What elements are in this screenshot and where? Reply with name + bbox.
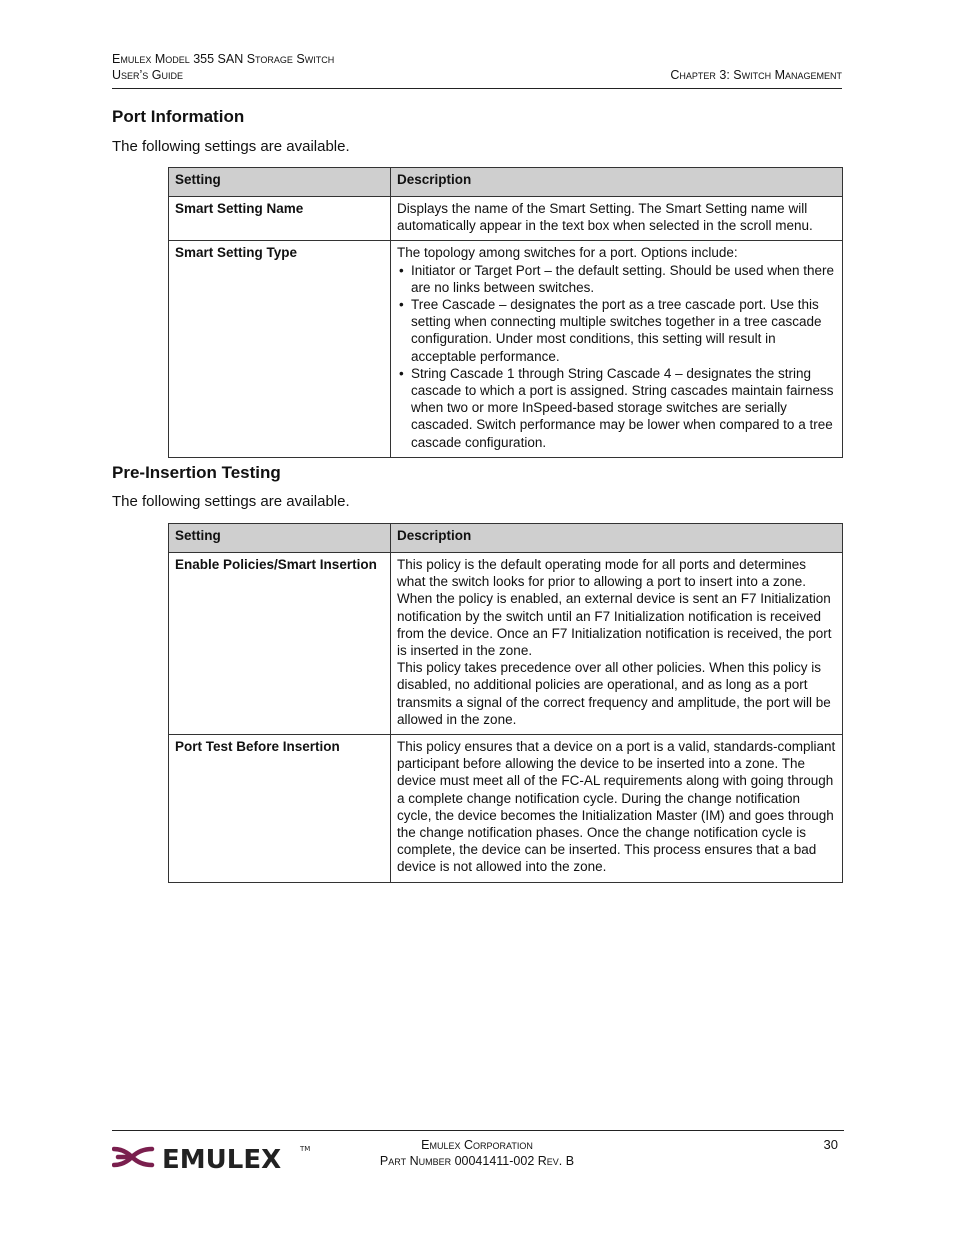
table-header-row xyxy=(169,524,843,553)
header-chapter: Chapter 3: Switch Management xyxy=(670,68,842,82)
table-row xyxy=(169,197,843,241)
setting-name: Smart Setting Name xyxy=(169,197,391,241)
page-number: 30 xyxy=(823,1137,838,1152)
table-row xyxy=(169,553,843,735)
running-footer xyxy=(112,1130,844,1181)
list-item: • Initiator or Target Port – the default setting. Should be used when there are no links between switches. xyxy=(397,262,836,296)
footer-company: Emulex Corporation xyxy=(421,1138,533,1152)
table-row xyxy=(169,735,843,883)
setting-description xyxy=(391,553,843,735)
footer-publisher-info xyxy=(342,1137,612,1169)
column-header-setting: Setting xyxy=(169,524,391,553)
table-row xyxy=(169,241,843,457)
running-header xyxy=(112,51,842,89)
logo-wordmark: EMULEX xyxy=(162,1145,282,1175)
column-header-description: Description xyxy=(391,524,843,553)
list-item: • String Cascade 1 through String Cascade 4 – designates the string cascade to which a port is assigned. String cascades maintain fairness when two or more InSpeed-based storage switches are serially cascaded. Switch performance may be lower when compared to a tree cascade configuration. xyxy=(397,365,836,451)
setting-name: Enable Policies/Smart Insertion xyxy=(169,553,391,735)
column-header-description: Description xyxy=(391,168,843,197)
list-item: • Tree Cascade – designates the port as a tree cascade port. Use this setting when connecting multiple switches together in a tree cascade configuration. Under most conditions, this setting will result in acceptable performance. xyxy=(397,296,836,365)
section-intro: The following settings are available. xyxy=(112,493,350,510)
logo-trademark: TM xyxy=(300,1145,311,1153)
setting-description: Displays the name of the Smart Setting. The Smart Setting name will automatically appear in the text box when selected in the scroll menu. xyxy=(391,197,843,241)
section-intro: The following settings are available. xyxy=(112,138,350,155)
header-title-line2: User’s Guide xyxy=(112,68,184,82)
section-heading-port-information: Port Information xyxy=(112,107,245,126)
pre-insertion-testing-table xyxy=(168,523,843,883)
header-title-line1: Emulex Model 355 SAN Storage Switch xyxy=(112,52,335,66)
port-information-table xyxy=(168,167,843,458)
section-heading-pre-insertion-testing: Pre-Insertion Testing xyxy=(112,463,281,482)
footer-part-number: Part Number 00041411-002 Rev. B xyxy=(379,1154,575,1168)
setting-name: Port Test Before Insertion xyxy=(169,735,391,883)
table-header-row xyxy=(169,168,843,197)
setting-name: Smart Setting Type xyxy=(169,241,391,457)
setting-description xyxy=(391,241,843,457)
setting-description: This policy ensures that a device on a port is a valid, standards-compliant participant before allowing the device to be inserted into a zone. The device must meet all of the FC-AL requirements along with going through a complete change notification cycle. During the change notification cycle, the device becomes the Initialization Master (IM) and goes through the change notification phases. Once the change notification cycle is complete, the device can be inserted. This process ensures that a bad device is not allowed into the zone. xyxy=(391,735,843,883)
column-header-setting: Setting xyxy=(169,168,391,197)
emulex-logo xyxy=(112,1137,312,1177)
description-paragraph: This policy is the default operating mode for all ports and determines what the switch looks for prior to allowing a port to insert into a zone. When the policy is enabled, an external device is sent an F7 Initialization notification by the switch until an F7 Initialization notification is received from the device. Once an F7 Initialization notification is received, the port is inserted in the zone. xyxy=(397,557,832,659)
options-list xyxy=(397,262,836,451)
description-paragraph: This policy takes precedence over all other policies. When this policy is disabled, no additional policies are operational, and as long as a port transmits a signal of the correct frequency and amplitude, the port will be allowed in the zone. xyxy=(397,660,831,727)
running-header-title xyxy=(112,51,334,83)
description-text: The topology among switches for a port. Options include: xyxy=(397,245,738,261)
